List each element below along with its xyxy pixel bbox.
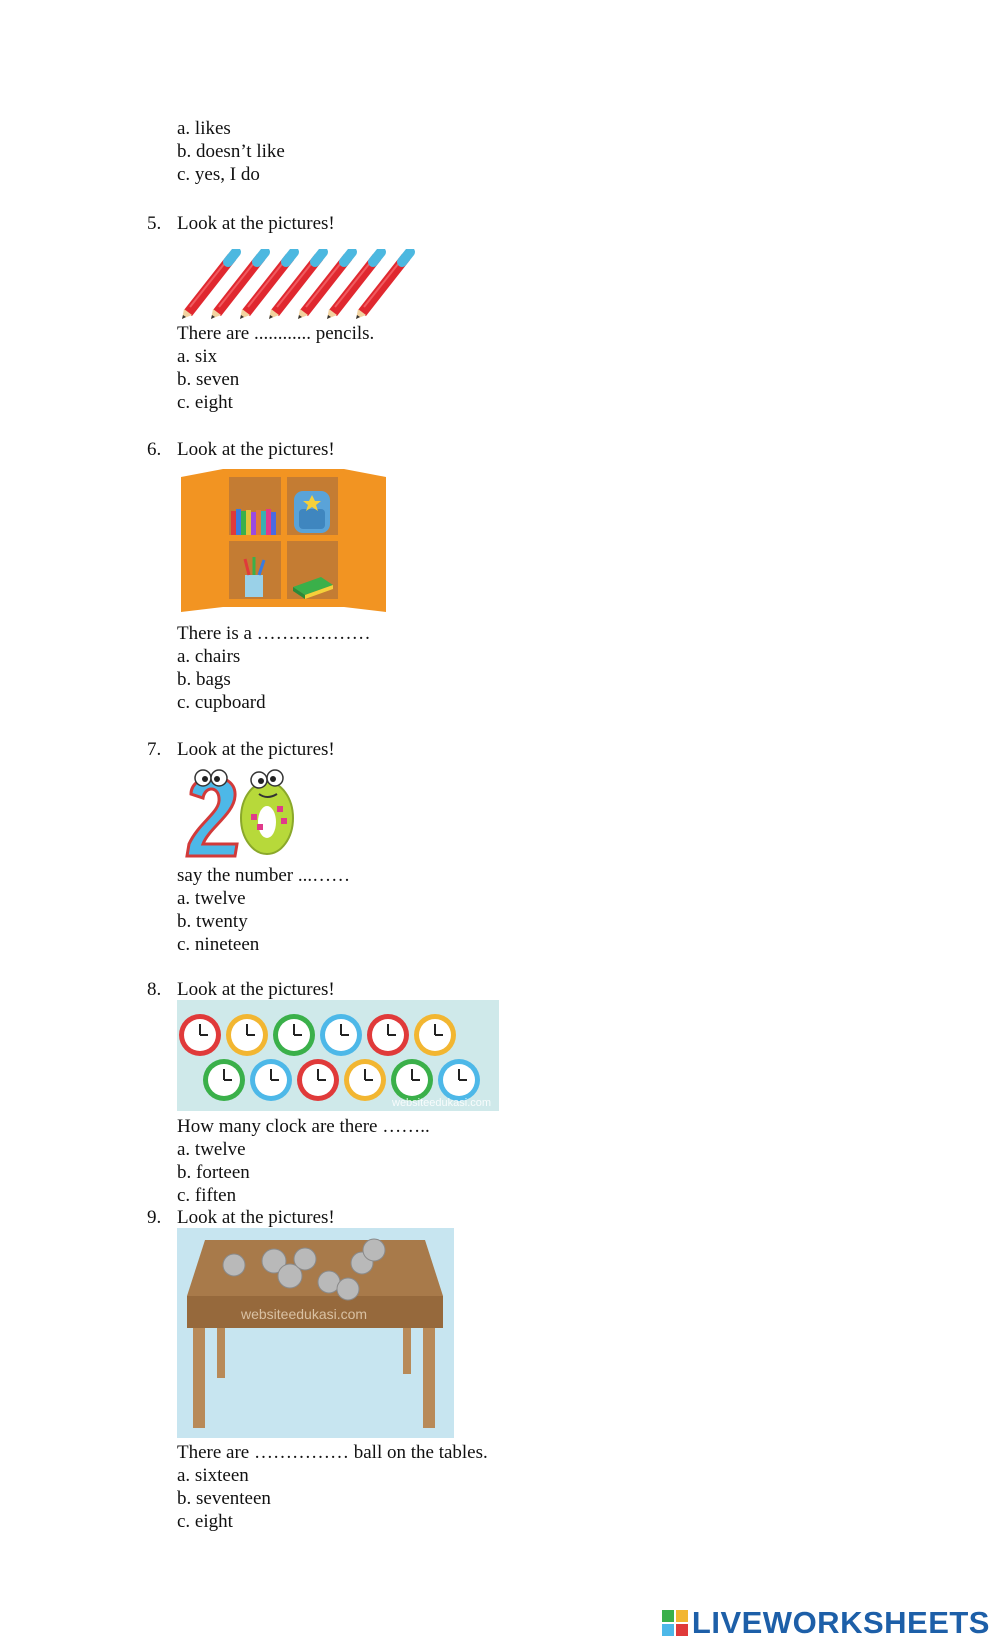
clocks-image — [177, 1000, 499, 1111]
digit-zero-icon — [241, 770, 293, 854]
table-leg — [423, 1328, 435, 1428]
option-a: a. likes — [177, 118, 231, 139]
ball-icon — [337, 1278, 359, 1300]
table-leg — [193, 1328, 205, 1428]
clock-icon — [226, 1014, 268, 1056]
option-a: a. sixteen — [177, 1465, 249, 1486]
liveworksheets-logo-icon — [662, 1610, 688, 1636]
question-prompt: Look at the pictures! — [177, 739, 335, 760]
question-stem: How many clock are there …….. — [177, 1116, 430, 1137]
clock-icon — [391, 1059, 433, 1101]
clock-icon — [179, 1014, 221, 1056]
clock-icon — [438, 1059, 480, 1101]
liveworksheets-brand — [662, 1605, 990, 1641]
pencil-icon — [269, 252, 323, 319]
question-number: 5. — [147, 213, 162, 234]
question-prompt: Look at the pictures! — [177, 439, 335, 460]
question-stem: There are …………… ball on the tables. — [177, 1442, 488, 1463]
pencil-icon — [298, 252, 352, 319]
cupboard-image — [181, 467, 386, 612]
option-c: c. eight — [177, 392, 233, 413]
question-number: 6. — [147, 439, 162, 460]
question-prompt: Look at the pictures! — [177, 979, 335, 1000]
clock-icon — [273, 1014, 315, 1056]
option-c: c. cupboard — [177, 692, 266, 713]
clock-icon — [414, 1014, 456, 1056]
watermark: websiteedukasi.com — [241, 1306, 368, 1322]
books-icon — [231, 509, 276, 535]
table-balls-image — [177, 1228, 454, 1438]
option-a: a. six — [177, 346, 218, 367]
option-a: a. twelve — [177, 1139, 246, 1160]
ball-icon — [223, 1254, 245, 1276]
question-prompt: Look at the pictures! — [177, 1207, 335, 1228]
clock-icon — [320, 1014, 362, 1056]
pencil-icon — [356, 252, 410, 319]
option-a: a. twelve — [177, 888, 246, 909]
option-c: c. fiften — [177, 1185, 237, 1206]
clock-icon — [367, 1014, 409, 1056]
option-b: b. twenty — [177, 911, 248, 932]
pencils-image — [182, 249, 422, 319]
watermark: websiteedukasi.com — [392, 1097, 492, 1109]
cupboard-right-door — [344, 469, 386, 612]
cupboard-left-door — [181, 469, 223, 612]
option-b: b. seventeen — [177, 1488, 271, 1509]
question-stem: There is a ……………… — [177, 623, 371, 644]
option-b: b. seven — [177, 369, 240, 390]
clock-icon — [203, 1059, 245, 1101]
option-a: a. chairs — [177, 646, 241, 667]
question-number: 8. — [147, 979, 162, 1000]
option-b: b. bags — [177, 669, 231, 690]
question-stem: say the number ...…… — [177, 865, 351, 886]
table-leg — [217, 1328, 225, 1378]
question-number: 9. — [147, 1207, 162, 1228]
backpack-icon — [294, 491, 330, 533]
pencil-icon — [327, 252, 381, 319]
clock-icon — [250, 1059, 292, 1101]
question-stem: There are ............ pencils. — [177, 323, 375, 344]
question-number: 7. — [147, 739, 162, 760]
number-twenty-image — [185, 766, 295, 858]
option-c: c. eight — [177, 1511, 233, 1532]
ball-icon — [363, 1239, 385, 1261]
pencil-icon — [211, 252, 265, 319]
ball-icon — [294, 1248, 316, 1270]
clock-icon — [297, 1059, 339, 1101]
pencil-icon — [182, 252, 236, 319]
option-b: b. doesn’t like — [177, 141, 285, 162]
question-prompt: Look at the pictures! — [177, 213, 335, 234]
option-b: b. forteen — [177, 1162, 250, 1183]
option-c: c. yes, I do — [177, 164, 260, 185]
digit-two-icon — [187, 770, 237, 856]
pencil-icon — [240, 252, 294, 319]
clock-icon — [344, 1059, 386, 1101]
brand-text: LIVEWORKSHEETS — [691, 1605, 990, 1640]
option-c: c. nineteen — [177, 934, 260, 955]
table-leg — [403, 1328, 411, 1374]
